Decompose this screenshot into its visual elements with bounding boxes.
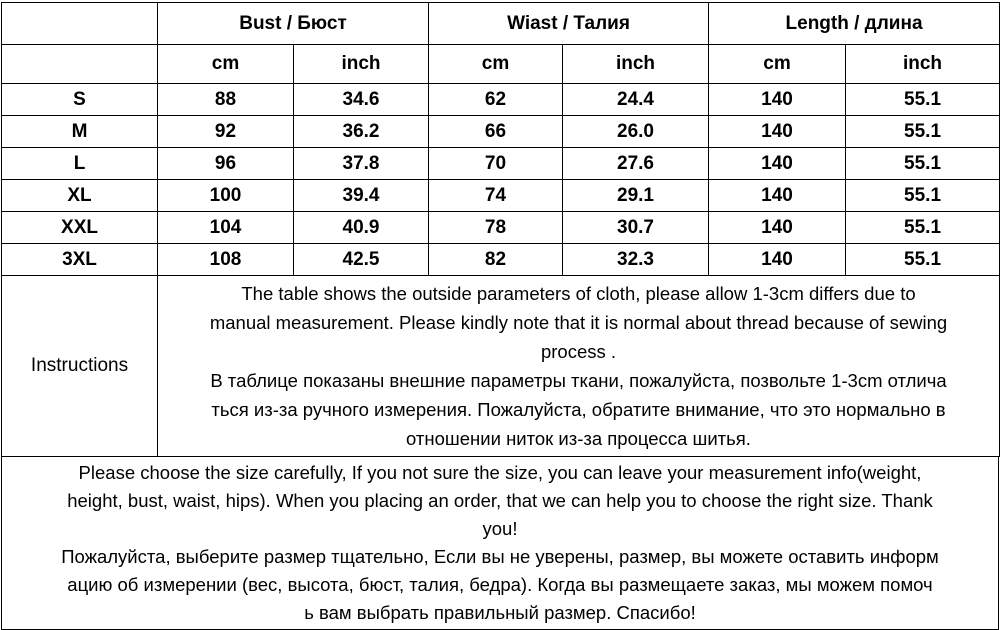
measurement-cell: 55.1	[846, 148, 1000, 180]
size-row	[2, 148, 1000, 180]
measurement-cell: 82	[429, 244, 563, 276]
note-line: ацию об измерении (вес, высота, бюст, талия, бедра). Когда вы размещаете заказ, мы можем помоч	[67, 574, 933, 595]
instructions-label: Instructions	[2, 276, 158, 457]
instructions-table	[1, 275, 1000, 457]
measurement-cell: 140	[709, 180, 846, 212]
unit-cell: cm	[709, 45, 846, 84]
unit-cell: inch	[294, 45, 429, 84]
measurement-cell: 96	[158, 148, 294, 180]
measurement-cell: 140	[709, 148, 846, 180]
instructions-line: manual measurement. Please kindly note that it is normal about thread because of sewing	[209, 312, 948, 333]
size-row	[2, 116, 1000, 148]
instructions-line: The table shows the outside parameters of cloth, please allow 1-3cm differs due to	[241, 283, 916, 304]
measurement-cell: 26.0	[563, 116, 709, 148]
measurement-cell: 55.1	[846, 84, 1000, 116]
measurement-cell: 34.6	[294, 84, 429, 116]
instructions-line: отношении ниток из-за процесса шитья.	[406, 428, 751, 449]
unit-cell: inch	[563, 45, 709, 84]
size-label: S	[2, 84, 158, 116]
size-label: XXL	[2, 212, 158, 244]
measurement-cell: 37.8	[294, 148, 429, 180]
measurement-cell: 140	[709, 212, 846, 244]
measurement-cell: 55.1	[846, 180, 1000, 212]
measurement-cell: 55.1	[846, 244, 1000, 276]
instructions-line: process .	[540, 341, 617, 362]
measurement-cell: 62	[429, 84, 563, 116]
measurement-cell: 27.6	[563, 148, 709, 180]
instructions-line: В таблице показаны внешние параметры ткани, пожалуйста, позвольте 1-3cm отлича	[210, 370, 947, 391]
measurement-cell: 74	[429, 180, 563, 212]
size-label: 3XL	[2, 244, 158, 276]
bust-header: Bust / Бюст	[158, 3, 429, 45]
size-label: XL	[2, 180, 158, 212]
measurement-cell: 92	[158, 116, 294, 148]
unit-cell: cm	[429, 45, 563, 84]
waist-header: Wiast / Талия	[429, 3, 709, 45]
instructions-text	[158, 276, 1000, 457]
measurement-cell: 140	[709, 116, 846, 148]
units-row	[2, 45, 1000, 84]
measurement-cell: 100	[158, 180, 294, 212]
instructions-row	[2, 276, 1000, 457]
size-table	[1, 2, 1000, 276]
size-label: L	[2, 148, 158, 180]
measurement-cell: 55.1	[846, 116, 1000, 148]
note-line: Please choose the size carefully, If you not sure the size, you can leave your measurement info(weight,	[78, 462, 922, 483]
length-header: Length / длина	[709, 3, 1000, 45]
instructions-line: ться из-за ручного измерения. Пожалуйста, обратите внимание, что это нормально в	[211, 399, 946, 420]
note-text	[2, 457, 999, 630]
header-row	[2, 3, 1000, 45]
measurement-cell: 140	[709, 84, 846, 116]
measurement-cell: 78	[429, 212, 563, 244]
unit-cell: inch	[846, 45, 1000, 84]
size-label: M	[2, 116, 158, 148]
note-line: ь вам выбрать правильный размер. Спасибо!	[304, 602, 696, 623]
measurement-cell: 104	[158, 212, 294, 244]
measurement-cell: 36.2	[294, 116, 429, 148]
size-row	[2, 212, 1000, 244]
measurement-cell: 55.1	[846, 212, 1000, 244]
unit-cell: cm	[158, 45, 294, 84]
size-chart	[0, 2, 1000, 625]
note-row	[2, 457, 999, 630]
measurement-cell: 66	[429, 116, 563, 148]
note-line: height, bust, waist, hips). When you placing an order, that we can help you to choose the right size. Thank	[67, 490, 933, 511]
measurement-cell: 39.4	[294, 180, 429, 212]
size-row	[2, 180, 1000, 212]
measurement-cell: 108	[158, 244, 294, 276]
measurement-cell: 32.3	[563, 244, 709, 276]
units-corner-cell	[2, 45, 158, 84]
measurement-cell: 40.9	[294, 212, 429, 244]
size-row	[2, 244, 1000, 276]
measurement-cell: 140	[709, 244, 846, 276]
measurement-cell: 88	[158, 84, 294, 116]
measurement-cell: 24.4	[563, 84, 709, 116]
measurement-cell: 70	[429, 148, 563, 180]
note-line: you!	[482, 518, 518, 539]
corner-cell	[2, 3, 158, 45]
note-table	[1, 456, 999, 630]
note-line: Пожалуйста, выберите размер тщательно, Если вы не уверены, размер, вы можете оставить информ	[61, 546, 939, 567]
measurement-cell: 42.5	[294, 244, 429, 276]
size-row	[2, 84, 1000, 116]
measurement-cell: 29.1	[563, 180, 709, 212]
measurement-cell: 30.7	[563, 212, 709, 244]
